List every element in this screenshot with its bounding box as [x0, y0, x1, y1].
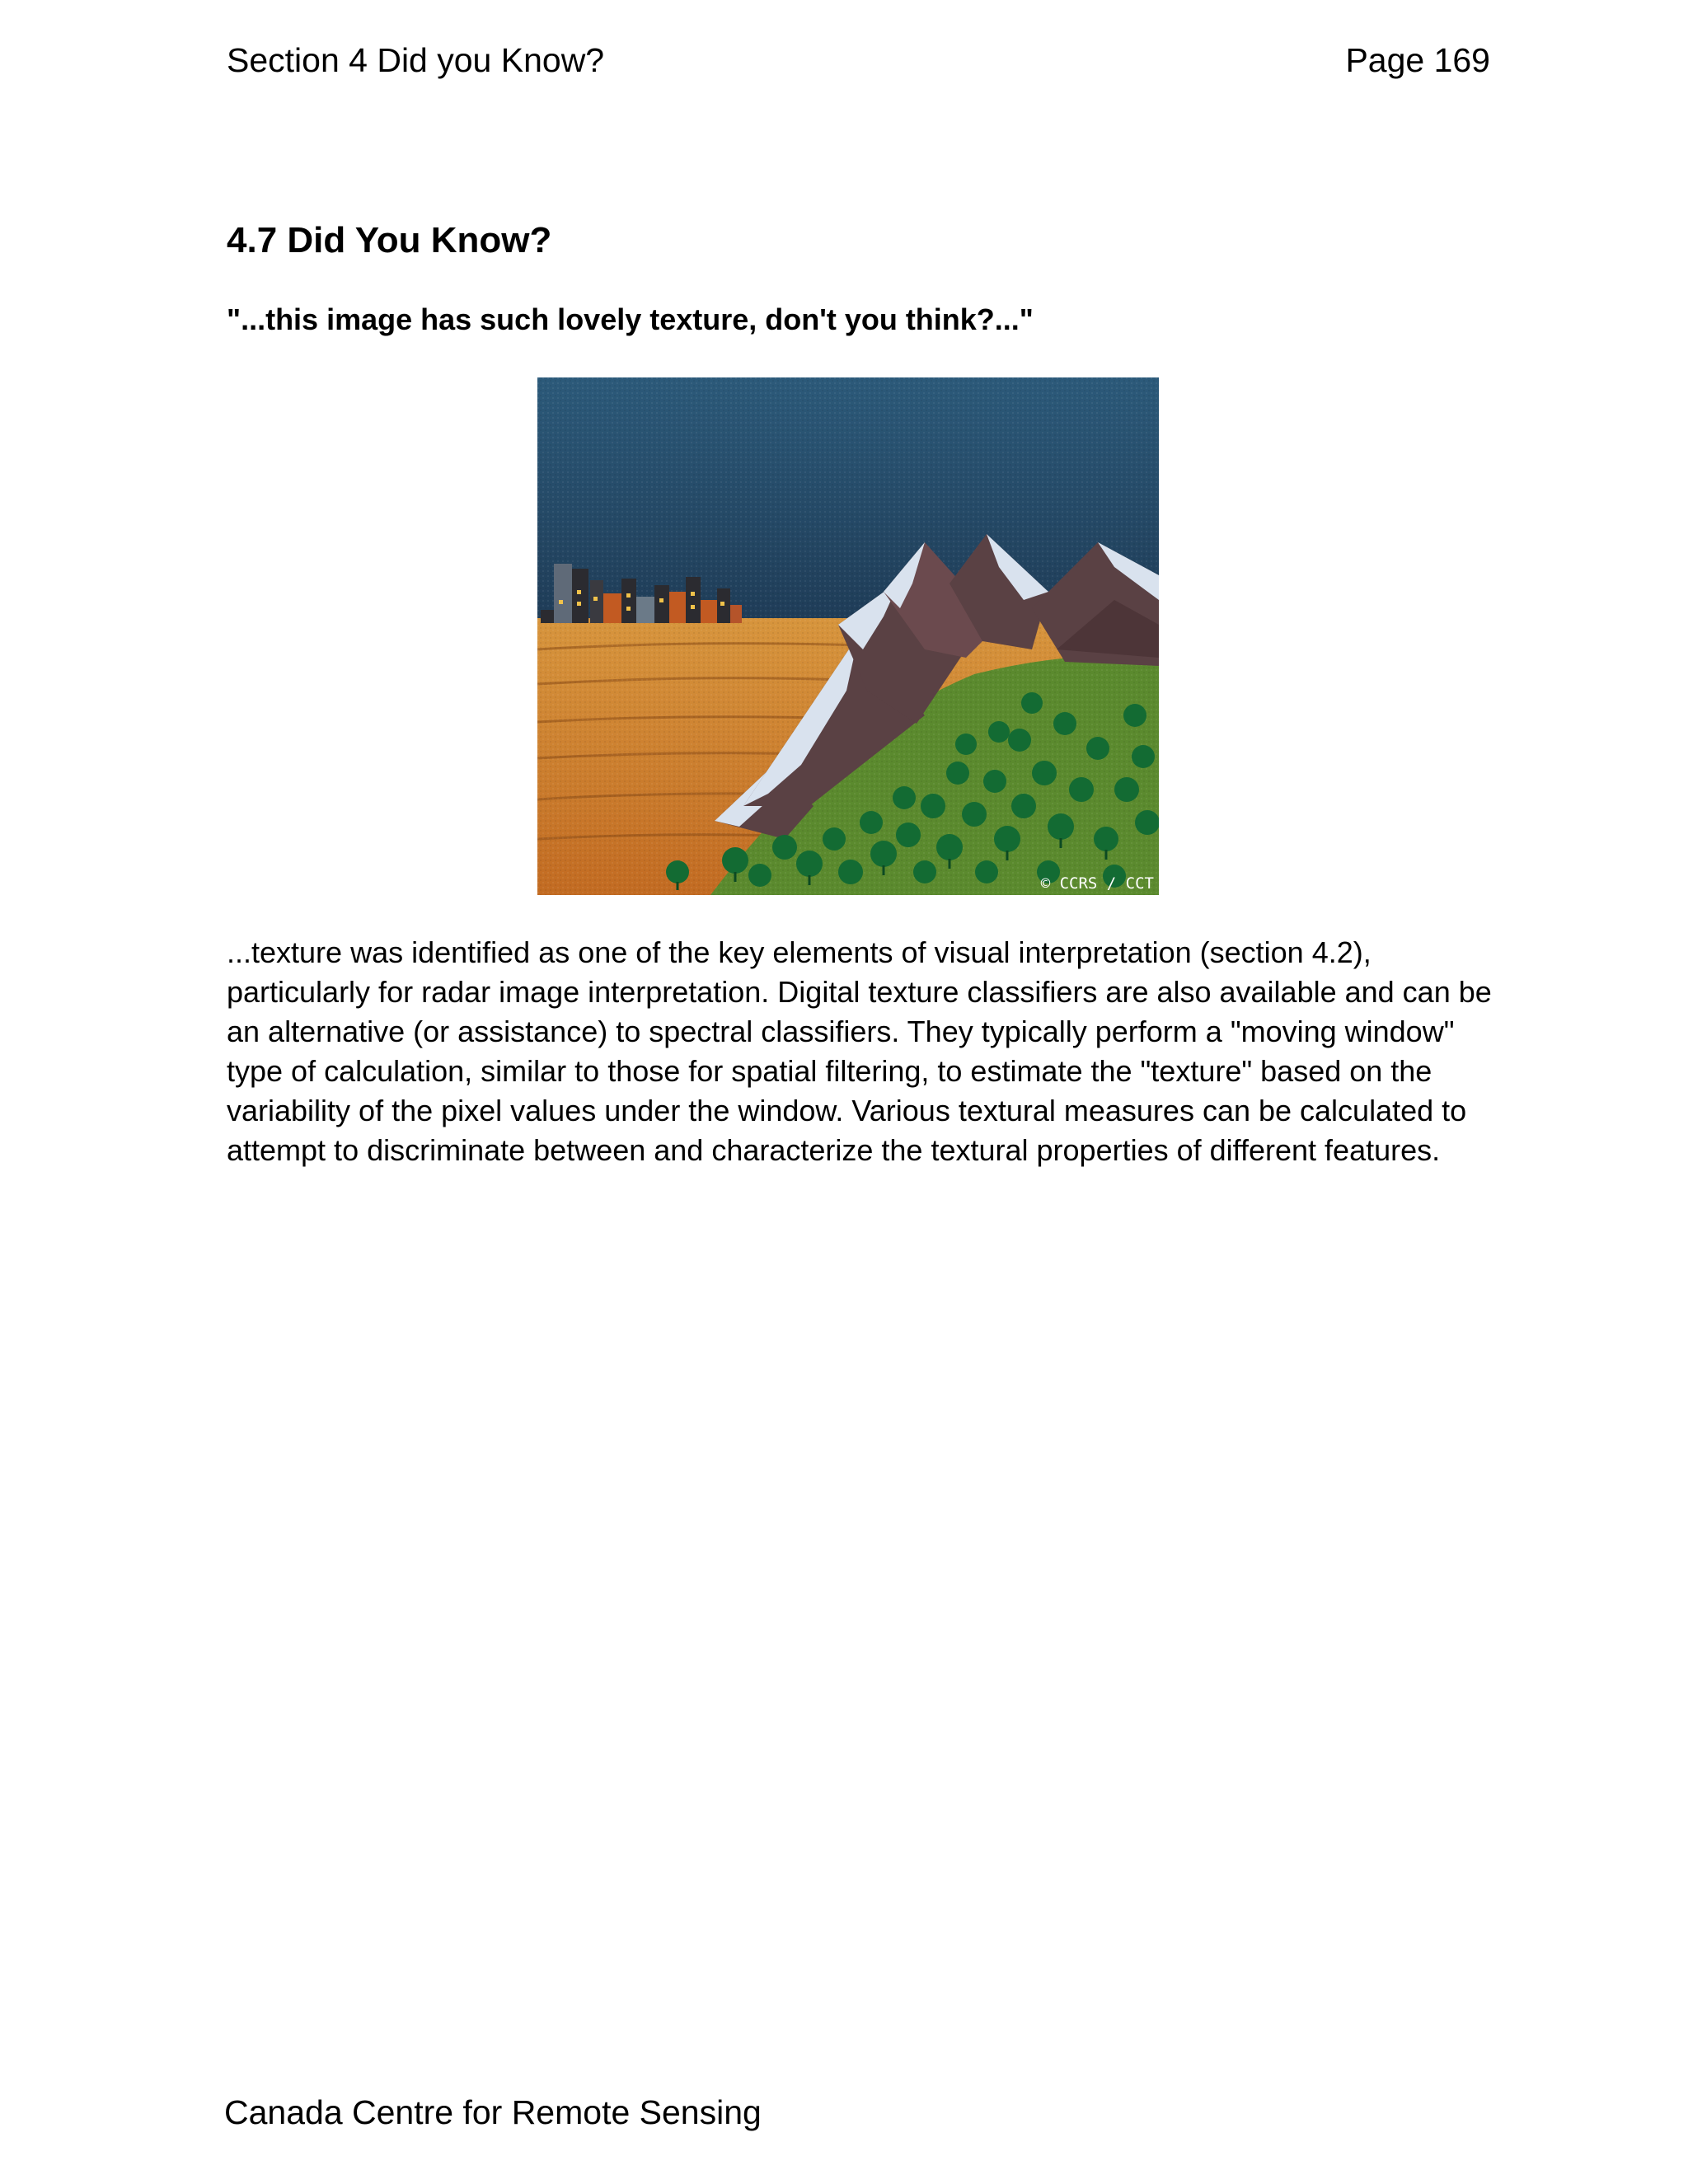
section-quote: "...this image has such lovely texture, don't you think?..."	[227, 302, 1034, 336]
body-paragraph: ...texture was identified as one of the key elements of visual interpretation (section 4.2), particularly for radar image interpretation. Digital texture classifiers are also available and can be an alternative (or assistance) to spectral classifiers. They typically perform a "moving window" type of calculation, similar to those for spatial filtering, to estimate the "texture" based on the variability of the pixel values under the window. Various textural measures can be calculated to attempt to discriminate between and characterize the textural properties of different features.	[227, 935, 1492, 1167]
texture-illustration	[537, 377, 1159, 895]
image-credit: © CCRS / CCT	[1040, 874, 1154, 893]
running-header-section: Section 4 Did you Know?	[227, 41, 605, 79]
running-header-page-number: Page 169	[1345, 41, 1490, 79]
section-title: 4.7 Did You Know?	[227, 220, 552, 260]
running-footer: Canada Centre for Remote Sensing	[224, 2093, 762, 2131]
